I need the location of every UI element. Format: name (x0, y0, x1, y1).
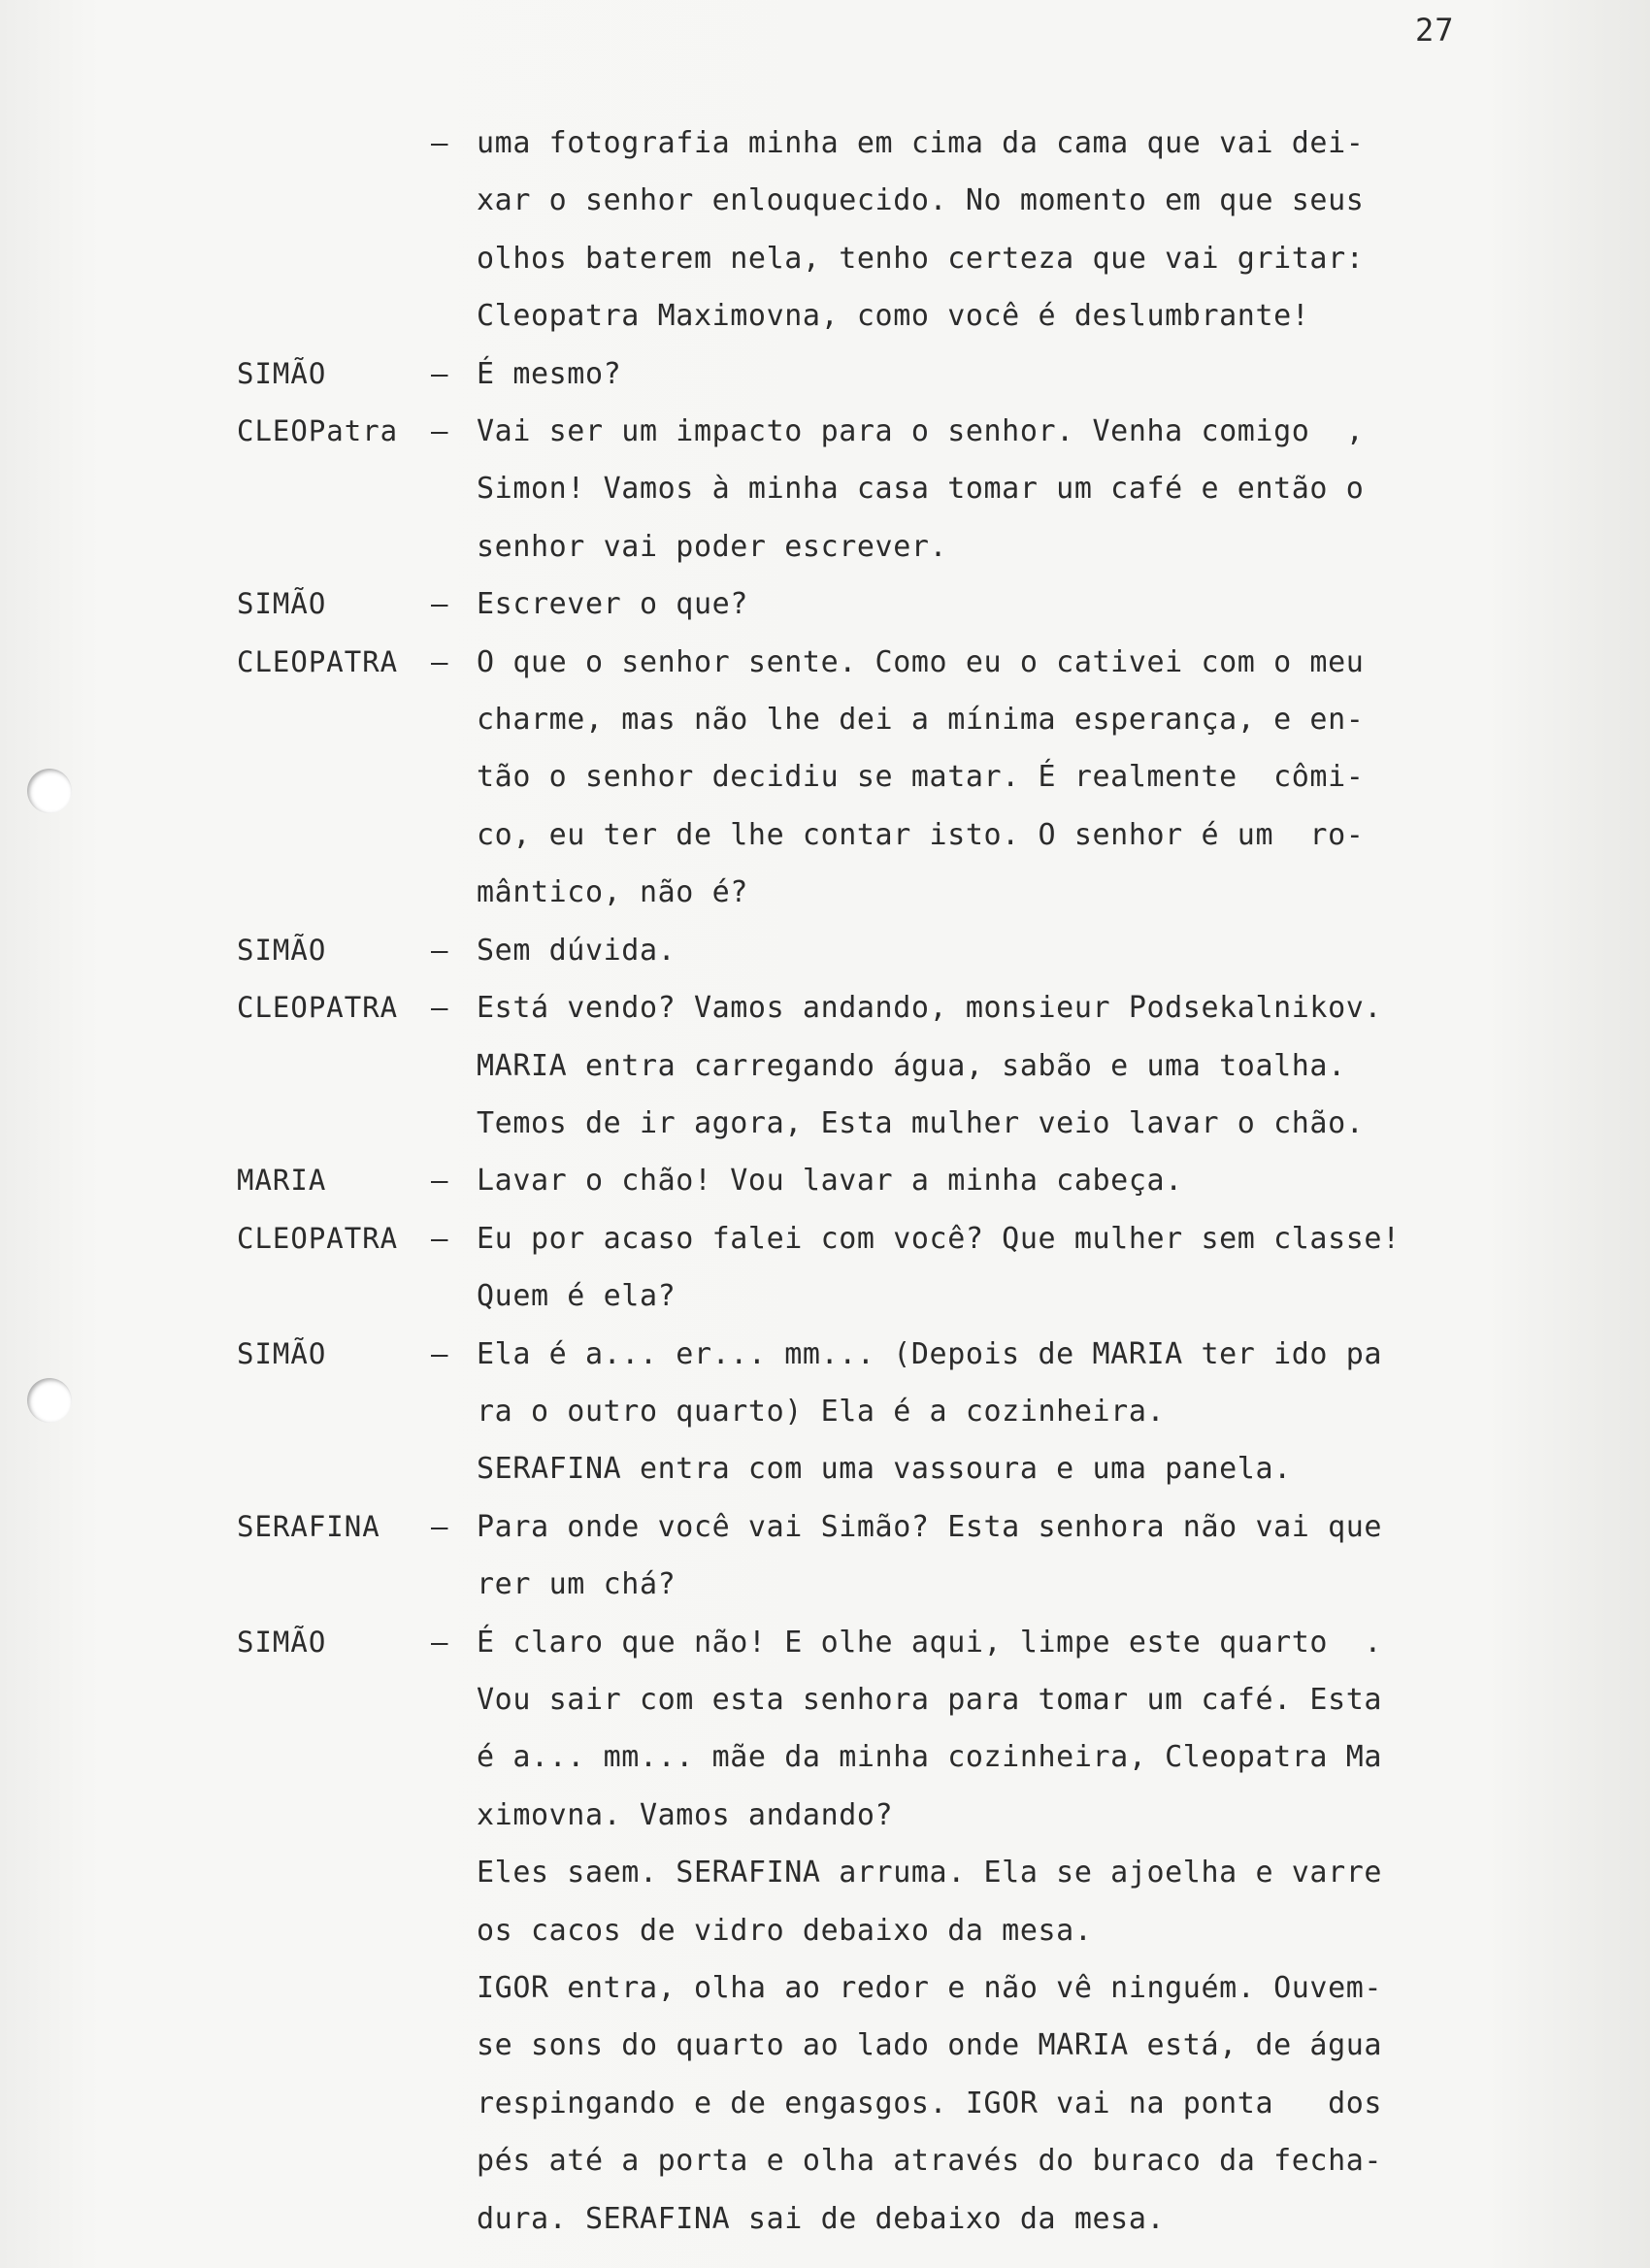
text-line: Simon! Vamos à minha casa tomar um café e então o (477, 472, 1365, 507)
text-line: É claro que não! E olhe aqui, limpe este quarto . (477, 1625, 1383, 1660)
script-body (237, 115, 1479, 2248)
dialogue-text (477, 115, 1479, 345)
text-line: SERAFINA entra com uma vassoura e uma panela. (477, 1452, 1292, 1487)
page-number: 27 (1415, 12, 1455, 49)
text-line: Eles saem. SERAFINA arruma. Ela se ajoelha e varre (477, 1856, 1383, 1890)
dialogue-text (477, 634, 1479, 922)
text-line: Vai ser um impacto para o senhor. Venha comigo , (477, 414, 1365, 449)
text-line: ximovna. Vamos andando? (477, 1797, 894, 1832)
speaker-name: SIMÃO (237, 1336, 327, 1370)
text-line: Escrever o que? (477, 587, 748, 622)
dialogue-entry (237, 1614, 1479, 2248)
dialogue-dash: – (431, 1336, 448, 1370)
dialogue-dash: – (431, 933, 448, 967)
text-line: Vou sair com esta senhora para tomar um café. Esta (477, 1682, 1383, 1717)
dialogue-text (477, 345, 1479, 403)
punch-hole (27, 769, 72, 813)
text-line: O que o senhor sente. Como eu o cativei com o meu (477, 644, 1365, 679)
dialogue-dash: – (431, 587, 448, 621)
speaker-name: SIMÃO (237, 1625, 327, 1659)
dialogue-text (477, 575, 1479, 633)
dialogue-dash: – (431, 356, 448, 390)
text-line: rer um chá? (477, 1567, 676, 1602)
speaker-name: CLEOPATRA (237, 991, 399, 1025)
dialogue-text (477, 1498, 1479, 1614)
dialogue-entry (237, 1498, 1479, 1614)
speaker-name: CLEOPatra (237, 414, 399, 448)
dialogue-entry (237, 115, 1479, 345)
dialogue-entry (237, 1152, 1479, 1209)
dialogue-dash: – (431, 126, 448, 159)
dialogue-text (477, 403, 1479, 575)
dialogue-entry (237, 403, 1479, 575)
text-line: dura. SERAFINA sai de debaixo da mesa. (477, 2201, 1166, 2236)
text-line: charme, mas não lhe dei a mínima esperança, e en- (477, 703, 1365, 738)
text-line: pés até a porta e olha através do buraco da fecha- (477, 2144, 1383, 2179)
dialogue-entry (237, 979, 1479, 1152)
dialogue-text (477, 1614, 1479, 2248)
text-line: é a... mm... mãe da minha cozinheira, Cleopatra Ma (477, 1740, 1383, 1775)
dialogue-entry (237, 634, 1479, 922)
text-line: Para onde você vai Simão? Esta senhora não vai que (477, 1509, 1383, 1544)
text-line: uma fotografia minha em cima da cama que vai dei- (477, 126, 1365, 160)
speaker-name: SIMÃO (237, 587, 327, 621)
text-line: os cacos de vidro debaixo da mesa. (477, 1913, 1093, 1948)
dialogue-dash: – (431, 1164, 448, 1198)
text-line: se sons do quarto ao lado onde MARIA está, de água (477, 2028, 1383, 2063)
speaker-name (237, 115, 431, 345)
dialogue-entry (237, 575, 1479, 633)
text-line: É mesmo? (477, 356, 622, 391)
text-line: Sem dúvida. (477, 933, 676, 968)
speaker-name: SERAFINA (237, 1509, 380, 1543)
text-line: mântico, não é? (477, 875, 748, 910)
dialogue-dash: – (431, 1509, 448, 1543)
dialogue-entry (237, 345, 1479, 403)
speaker-name: SIMÃO (237, 356, 327, 390)
text-line: ra o outro quarto) Ela é a cozinheira. (477, 1394, 1166, 1429)
dialogue-entry (237, 1326, 1479, 1498)
punch-hole (27, 1378, 72, 1423)
dialogue-text (477, 979, 1479, 1152)
text-line: co, eu ter de lhe contar isto. O senhor é um ro- (477, 817, 1365, 852)
text-line: Ela é a... er... mm... (Depois de MARIA ter ido pa (477, 1336, 1383, 1371)
speaker-name: MARIA (237, 1164, 327, 1198)
dialogue-dash: – (431, 991, 448, 1025)
text-line: tão o senhor decidiu se matar. É realmente cômi- (477, 760, 1365, 795)
speaker-name: CLEOPATRA (237, 644, 399, 678)
text-line: IGOR entra, olha ao redor e não vê ninguém. Ouvem- (477, 1971, 1383, 2005)
text-line: MARIA entra carregando água, sabão e uma toalha. (477, 1048, 1346, 1083)
text-line: senhor vai poder escrever. (477, 529, 948, 564)
text-line: Eu por acaso falei com você? Que mulher sem classe! (477, 1221, 1401, 1256)
dialogue-entry (237, 1210, 1479, 1326)
text-line: Está vendo? Vamos andando, monsieur Podsekalnikov. (477, 991, 1383, 1026)
speaker-name: SIMÃO (237, 933, 327, 967)
dialogue-text (477, 1152, 1479, 1209)
dialogue-entry (237, 922, 1479, 979)
dialogue-dash: – (431, 644, 448, 678)
text-line: olhos baterem nela, tenho certeza que vai gritar: (477, 241, 1365, 276)
dialogue-text (477, 1210, 1479, 1326)
text-line: Temos de ir agora, Esta mulher veio lavar o chão. (477, 1105, 1365, 1140)
speaker-name: CLEOPATRA (237, 1221, 399, 1255)
dialogue-dash: – (431, 1221, 448, 1255)
dialogue-dash: – (431, 414, 448, 448)
dialogue-text (477, 1326, 1479, 1498)
text-line: Quem é ela? (477, 1279, 676, 1314)
text-line: Cleopatra Maximovna, como você é deslumbrante! (477, 299, 1310, 334)
dialogue-dash: – (431, 1625, 448, 1659)
text-line: xar o senhor enlouquecido. No momento em que seus (477, 183, 1365, 218)
dialogue-text (477, 922, 1479, 979)
text-line: Lavar o chão! Vou lavar a minha cabeça. (477, 1164, 1183, 1199)
text-line: respingando e de engasgos. IGOR vai na ponta dos (477, 2086, 1383, 2120)
